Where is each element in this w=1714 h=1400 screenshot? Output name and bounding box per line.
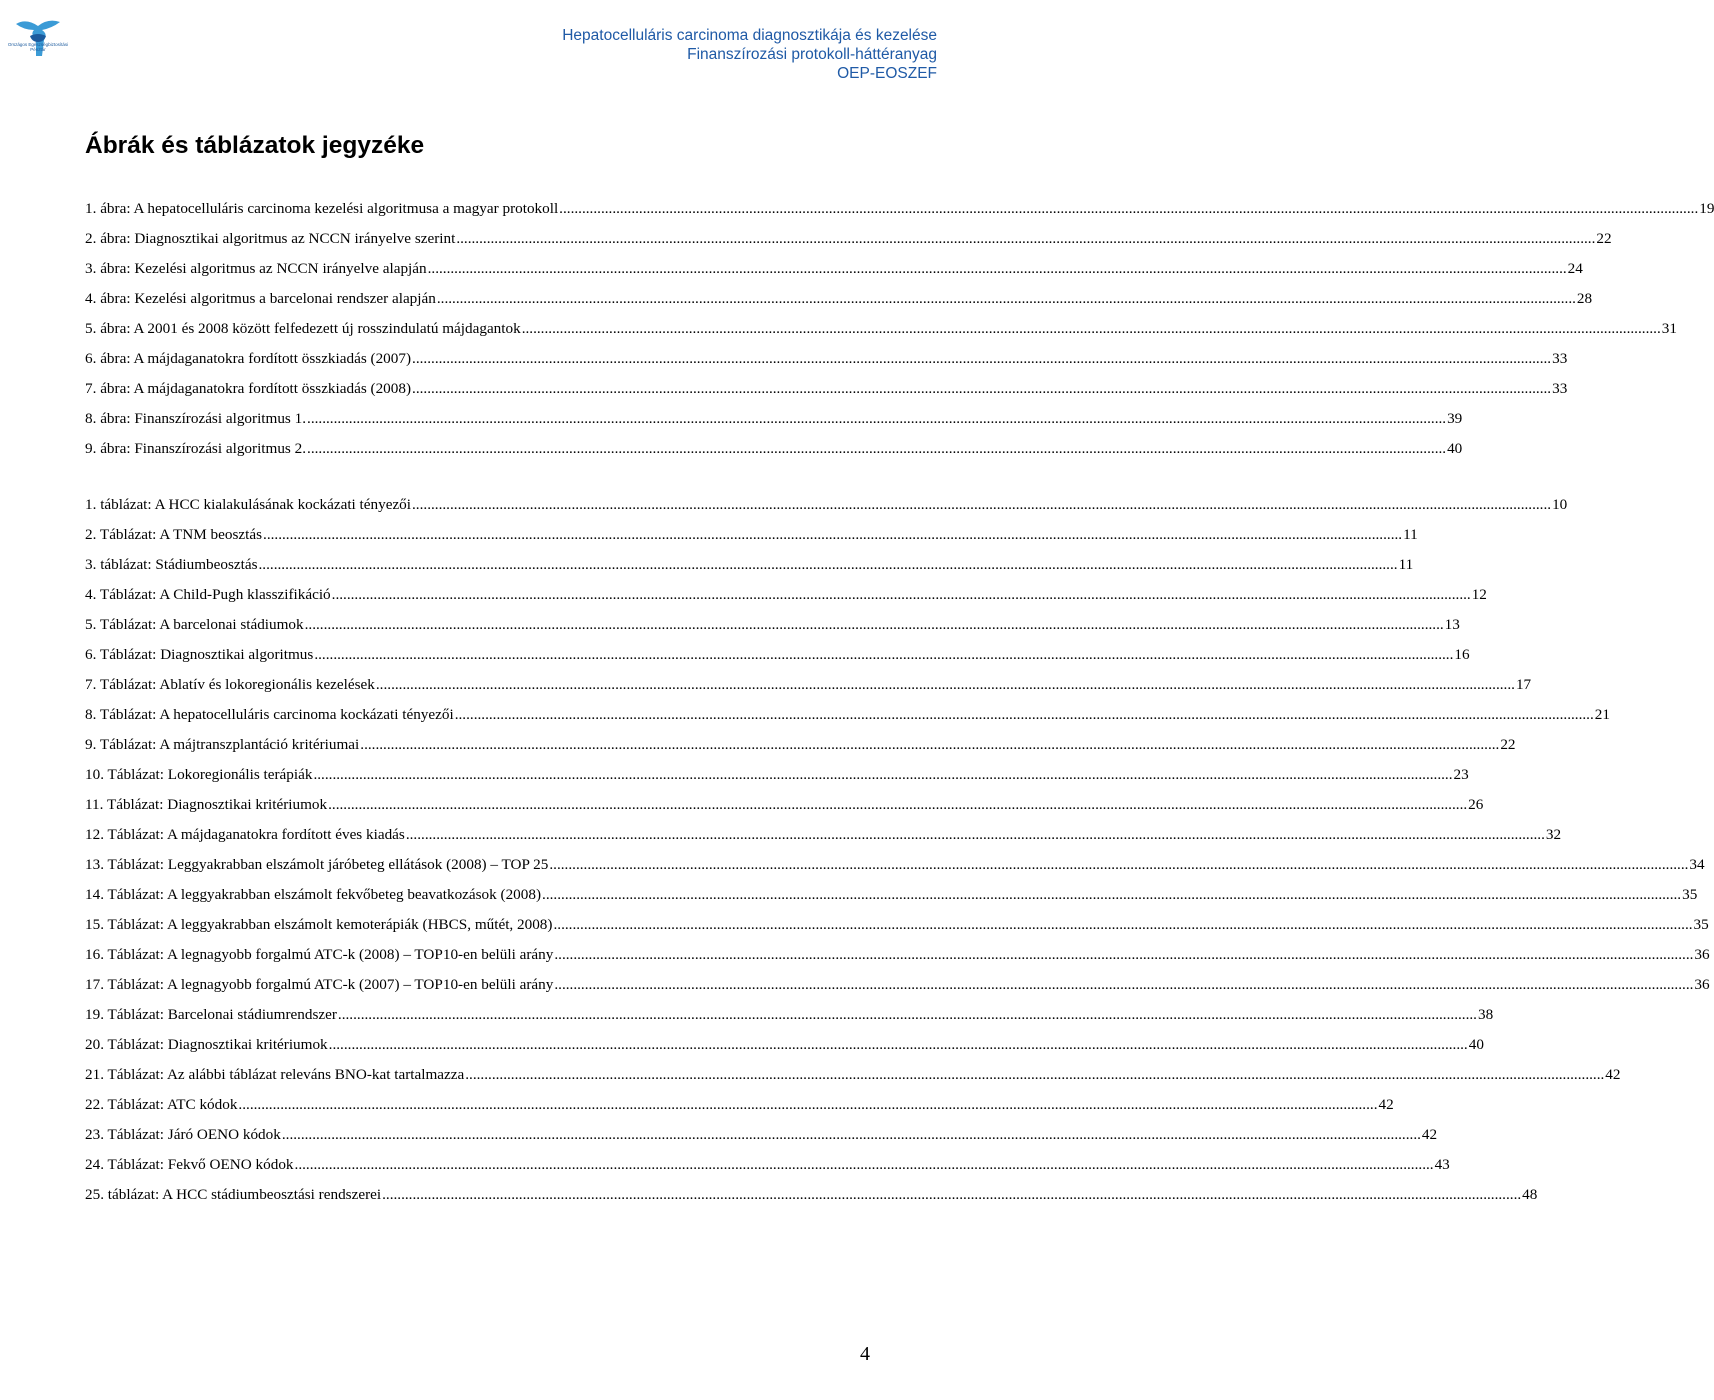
table-entry[interactable]: [85, 1120, 1438, 1150]
table-entry[interactable]: [85, 490, 1568, 520]
table-entry-label: 25. táblázat: A HCC stádiumbeosztási rendszerei: [85, 1186, 382, 1203]
table-entry[interactable]: [85, 700, 1610, 730]
dot-leader: ............................................................................................................................................................................................................................................................................................................: [382, 1186, 1522, 1203]
table-entry[interactable]: [85, 760, 1469, 790]
table-entry-label: 8. Táblázat: A hepatocelluláris carcinoma kockázati tényezői: [85, 706, 454, 723]
dot-leader: ............................................................................................................................................................................................................................................................................................................: [328, 1036, 1468, 1053]
figure-entry-page: 28: [1576, 290, 1593, 307]
dot-leader: ............................................................................................................................................................................................................................................................................................................: [454, 706, 1594, 723]
table-entry-label: 3. táblázat: Stádiumbeosztás: [85, 556, 258, 573]
dot-leader: ............................................................................................................................................................................................................................................................................................................: [412, 380, 1552, 397]
figure-entry[interactable]: [85, 404, 1463, 434]
table-entry[interactable]: [85, 850, 1705, 880]
table-entry[interactable]: [85, 970, 1710, 1000]
table-entry[interactable]: [85, 730, 1516, 760]
table-entry-label: 19. Táblázat: Barcelonai stádiumrendszer: [85, 1006, 337, 1023]
dot-leader: ............................................................................................................................................................................................................................................................................................................: [412, 350, 1552, 367]
dot-leader: ............................................................................................................................................................................................................................................................................................................: [412, 496, 1552, 513]
figure-entry-page: 33: [1552, 380, 1568, 397]
figure-entry[interactable]: [85, 284, 1593, 314]
table-entry[interactable]: [85, 520, 1418, 550]
table-entry-page: 16: [1454, 646, 1470, 663]
dot-leader: ............................................................................................................................................................................................................................................................................................................: [559, 200, 1699, 217]
figure-entry[interactable]: [85, 314, 1677, 344]
logo-caption: [0, 42, 76, 52]
figure-entry-label: 5. ábra: A 2001 és 2008 között felfedezett új rosszindulatú májdagantok: [85, 320, 521, 337]
table-entry-label: 12. Táblázat: A májdaganatokra fordított éves kiadás: [85, 826, 405, 843]
table-entry-page: 42: [1378, 1096, 1394, 1113]
dot-leader: ............................................................................................................................................................................................................................................................................................................: [314, 646, 1454, 663]
table-entry-page: 32: [1545, 826, 1562, 843]
table-entry-page: 21: [1594, 706, 1610, 723]
table-entry[interactable]: [85, 1000, 1494, 1030]
figure-entry-label: 2. ábra: Diagnosztikai algoritmus az NCCN irányelve szerint: [85, 230, 456, 247]
dot-leader: ............................................................................................................................................................................................................................................................................................................: [360, 736, 1500, 753]
figure-entry-label: 6. ábra: A májdaganatokra fordított összkiadás (2007): [85, 350, 412, 367]
dot-leader: ............................................................................................................................................................................................................................................................................................................: [307, 440, 1447, 457]
figure-entry-page: 40: [1447, 440, 1463, 457]
dot-leader: ............................................................................................................................................................................................................................................................................................................: [465, 1066, 1605, 1083]
table-entry-page: 12: [1471, 586, 1487, 603]
figure-entry-page: 19: [1699, 200, 1714, 217]
figure-entry-label: 7. ábra: A májdaganatokra fordított összkiadás (2008): [85, 380, 412, 397]
table-entry-page: 34: [1689, 856, 1705, 873]
table-entry-page: 17: [1515, 676, 1532, 693]
dot-leader: ............................................................................................................................................................................................................................................................................................................: [554, 976, 1694, 993]
table-entry[interactable]: [85, 940, 1710, 970]
table-entry[interactable]: [85, 610, 1460, 640]
table-entry-label: 17. Táblázat: A legnagyobb forgalmú ATC-k (2007) – TOP10-en belüli arány: [85, 976, 554, 993]
table-entry-page: 40: [1468, 1036, 1484, 1053]
table-entry[interactable]: [85, 1060, 1621, 1090]
table-entry-page: 11: [1398, 556, 1414, 573]
header-line-1: Hepatocelluláris carcinoma diagnosztikája és kezelése: [562, 27, 937, 44]
page-title: Ábrák és táblázatok jegyzéke: [85, 132, 425, 159]
table-entry-label: 1. táblázat: A HCC kialakulásának kockázati tényezői: [85, 496, 411, 513]
table-entry-page: 43: [1434, 1156, 1450, 1173]
table-entry-label: 4. Táblázat: A Child-Pugh klasszifikáció: [85, 586, 331, 603]
table-entry-label: 16. Táblázat: A legnagyobb forgalmú ATC-k (2008) – TOP10-en belüli arány: [85, 946, 554, 963]
table-entry-label: 11. Táblázat: Diagnosztikai kritériumok: [85, 796, 328, 813]
dot-leader: ............................................................................................................................................................................................................................................................................................................: [307, 410, 1447, 427]
table-entry-label: 13. Táblázat: Leggyakrabban elszámolt járóbeteg ellátások (2008) – TOP 25: [85, 856, 549, 873]
table-entry-label: 10. Táblázat: Lokoregionális terápiák: [85, 766, 313, 783]
dot-leader: ............................................................................................................................................................................................................................................................................................................: [328, 796, 1468, 813]
figure-entry-label: 1. ábra: A hepatocelluláris carcinoma kezelési algoritmusa a magyar protokoll: [85, 200, 559, 217]
table-entry[interactable]: [85, 1090, 1394, 1120]
tables-list: [85, 490, 1710, 1210]
table-entry[interactable]: [85, 1180, 1538, 1210]
table-entry[interactable]: [85, 1150, 1450, 1180]
header-line-2: Finanszírozási protokoll-háttéranyag: [687, 46, 937, 63]
table-entry-page: 36: [1694, 946, 1710, 963]
logo-caption-line2: Pénztár: [30, 47, 46, 52]
table-entry[interactable]: [85, 1030, 1484, 1060]
figure-entry-label: 3. ábra: Kezelési algoritmus az NCCN irányelve alapján: [85, 260, 427, 277]
table-entry-page: 35: [1693, 916, 1709, 933]
dot-leader: ............................................................................................................................................................................................................................................................................................................: [549, 856, 1689, 873]
table-entry-page: 26: [1468, 796, 1484, 813]
figure-entry[interactable]: [85, 194, 1714, 224]
table-entry-page: 13: [1444, 616, 1460, 633]
table-entry-page: 42: [1421, 1126, 1438, 1143]
table-entry-page: 10: [1552, 496, 1568, 513]
dot-leader: ............................................................................................................................................................................................................................................................................................................: [554, 946, 1694, 963]
figures-list: [85, 194, 1714, 464]
table-entry-label: 5. Táblázat: A barcelonai stádiumok: [85, 616, 304, 633]
table-entry-page: 23: [1453, 766, 1469, 783]
figure-entry-page: 39: [1447, 410, 1463, 427]
header-line-3: OEP-EOSZEF: [837, 65, 937, 82]
dot-leader: ............................................................................................................................................................................................................................................................................................................: [375, 676, 1515, 693]
dot-leader: ............................................................................................................................................................................................................................................................................................................: [263, 526, 1403, 543]
figure-entry-label: 8. ábra: Finanszírozási algoritmus 1.: [85, 410, 307, 427]
table-entry[interactable]: [85, 670, 1532, 700]
dot-leader: ............................................................................................................................................................................................................................................................................................................: [427, 260, 1567, 277]
dot-leader: ............................................................................................................................................................................................................................................................................................................: [304, 616, 1444, 633]
table-entry-page: 35: [1682, 886, 1698, 903]
table-entry-page: 48: [1522, 1186, 1538, 1203]
dot-leader: ............................................................................................................................................................................................................................................................................................................: [294, 1156, 1434, 1173]
figure-entry-page: 22: [1596, 230, 1612, 247]
table-entry[interactable]: [85, 820, 1562, 850]
table-entry-page: 36: [1694, 976, 1710, 993]
figure-entry[interactable]: [85, 254, 1583, 284]
figure-entry-page: 31: [1661, 320, 1677, 337]
table-entry[interactable]: [85, 640, 1470, 670]
table-entry[interactable]: [85, 910, 1709, 940]
table-entry-label: 20. Táblázat: Diagnosztikai kritériumok: [85, 1036, 328, 1053]
dot-leader: ............................................................................................................................................................................................................................................................................................................: [238, 1096, 1378, 1113]
table-entry-page: 11: [1403, 526, 1418, 543]
dot-leader: ............................................................................................................................................................................................................................................................................................................: [405, 826, 1545, 843]
figure-entry-label: 4. ábra: Kezelési algoritmus a barcelonai rendszer alapján: [85, 290, 436, 307]
dot-leader: ............................................................................................................................................................................................................................................................................................................: [313, 766, 1453, 783]
table-entry[interactable]: [85, 790, 1484, 820]
oep-logo-icon: [8, 16, 70, 60]
table-entry-label: 22. Táblázat: ATC kódok: [85, 1096, 238, 1113]
logo-caption-line1: Országos Egészségbiztosítási: [7, 42, 69, 47]
figure-entry[interactable]: [85, 224, 1612, 254]
table-entry-page: 38: [1477, 1006, 1494, 1023]
table-entry-page: 42: [1605, 1066, 1621, 1083]
figure-entry-page: 33: [1552, 350, 1568, 367]
table-entry-label: 7. Táblázat: Ablatív és lokoregionális kezelések: [85, 676, 375, 693]
dot-leader: ............................................................................................................................................................................................................................................................................................................: [331, 586, 1471, 603]
dot-leader: ............................................................................................................................................................................................................................................................................................................: [456, 230, 1596, 247]
figure-entry[interactable]: [85, 344, 1568, 374]
figure-entry[interactable]: [85, 434, 1463, 464]
dot-leader: ............................................................................................................................................................................................................................................................................................................: [521, 320, 1661, 337]
dot-leader: ............................................................................................................................................................................................................................................................................................................: [258, 556, 1398, 573]
document-header: [562, 26, 937, 83]
dot-leader: ............................................................................................................................................................................................................................................................................................................: [436, 290, 1576, 307]
table-entry-label: 14. Táblázat: A leggyakrabban elszámolt fekvőbeteg beavatkozások (2008): [85, 886, 542, 903]
dot-leader: ............................................................................................................................................................................................................................................................................................................: [337, 1006, 1477, 1023]
table-entry[interactable]: [85, 880, 1698, 910]
figure-entry-label: 9. ábra: Finanszírozási algoritmus 2.: [85, 440, 307, 457]
table-entry-label: 15. Táblázat: A leggyakrabban elszámolt kemoterápiák (HBCS, műtét, 2008): [85, 916, 553, 933]
dot-leader: ............................................................................................................................................................................................................................................................................................................: [542, 886, 1682, 903]
table-entry-label: 2. Táblázat: A TNM beosztás: [85, 526, 263, 543]
dot-leader: ............................................................................................................................................................................................................................................................................................................: [281, 1126, 1421, 1143]
dot-leader: ............................................................................................................................................................................................................................................................................................................: [553, 916, 1693, 933]
table-entry-label: 23. Táblázat: Járó OENO kódok: [85, 1126, 281, 1143]
table-entry[interactable]: [85, 550, 1414, 580]
figure-entry-page: 24: [1567, 260, 1583, 277]
table-entry[interactable]: [85, 580, 1487, 610]
table-entry-page: 22: [1500, 736, 1516, 753]
page-number: 4: [860, 1343, 870, 1365]
table-entry-label: 9. Táblázat: A májtranszplantáció kritériumai: [85, 736, 360, 753]
figure-entry[interactable]: [85, 374, 1568, 404]
table-entry-label: 24. Táblázat: Fekvő OENO kódok: [85, 1156, 294, 1173]
table-entry-label: 21. Táblázat: Az alábbi táblázat releváns BNO-kat tartalmazza: [85, 1066, 465, 1083]
table-entry-label: 6. Táblázat: Diagnosztikai algoritmus: [85, 646, 314, 663]
